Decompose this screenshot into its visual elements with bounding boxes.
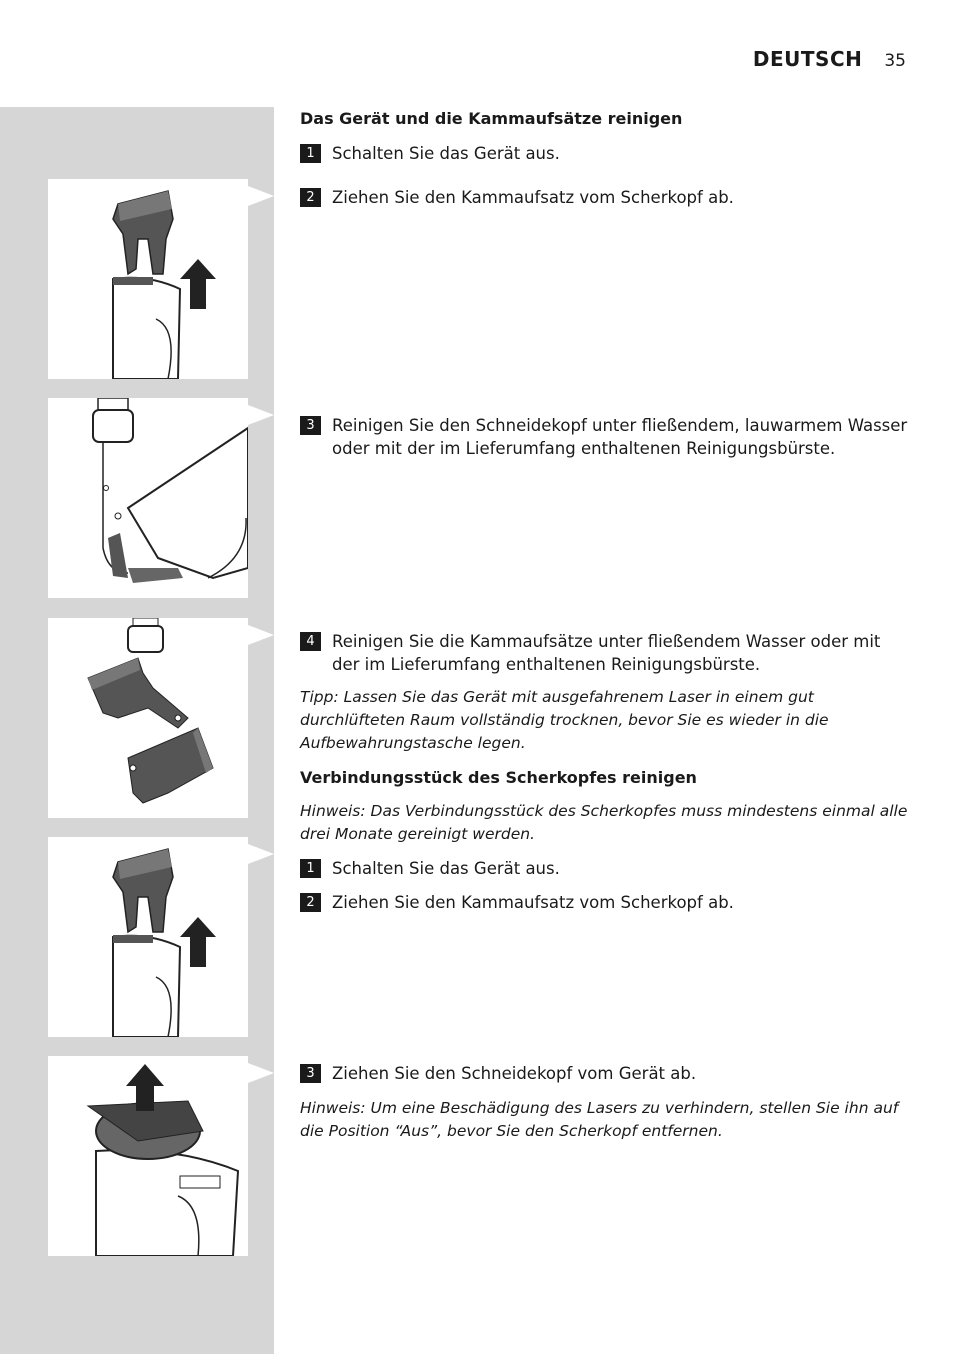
step-number: 3 <box>300 1064 321 1083</box>
step-1 <box>300 857 910 880</box>
page-number: 35 <box>884 51 906 71</box>
step-text: Reinigen Sie die Kammaufsätze unter fließendem Wasser oder mit der im Lieferumfang enthaltenen Reinigungsbürste. <box>332 632 881 674</box>
step-number: 3 <box>300 416 321 435</box>
panel-pointer <box>248 1063 274 1083</box>
step-text: Schalten Sie das Gerät aus. <box>332 144 560 163</box>
language-label: DEUTSCH <box>752 47 863 71</box>
step-number: 1 <box>300 859 321 878</box>
step-4 <box>300 630 910 676</box>
step-text: Reinigen Sie den Schneidekopf unter fließendem, lauwarmem Wasser oder mit der im Lieferumfang enthaltenen Reinigungsbürste. <box>332 416 908 458</box>
panel-pointer <box>248 625 274 645</box>
illustration-remove-comb <box>48 179 248 379</box>
step-3 <box>300 414 910 460</box>
panel-pointer <box>248 405 274 425</box>
tip-text: Tipp: Lassen Sie das Gerät mit ausgefahrenem Laser in einem gut durchlüfteten Raum vollständig trocknen, bevor Sie es wieder in die Aufbewahrungstasche legen. <box>300 688 829 752</box>
step-number: 1 <box>300 144 321 163</box>
illustration-clean-combs <box>48 618 248 818</box>
page-header <box>753 47 906 71</box>
step-number: 4 <box>300 632 321 651</box>
step-text: Schalten Sie das Gerät aus. <box>332 859 560 878</box>
section-heading: Verbindungsstück des Scherkopfes reinigen <box>300 768 697 787</box>
step-text: Ziehen Sie den Kammaufsatz vom Scherkopf ab. <box>332 188 734 207</box>
step-number: 2 <box>300 188 321 207</box>
note-text: Hinweis: Um eine Beschädigung des Lasers zu verhindern, stellen Sie ihn auf die Position “Aus”, bevor Sie den Scherkopf entfernen. <box>300 1099 899 1140</box>
step-text: Ziehen Sie den Kammaufsatz vom Scherkopf ab. <box>332 893 734 912</box>
illustration-remove-head <box>48 1056 248 1256</box>
step-1 <box>300 142 910 165</box>
illustration-remove-comb-2 <box>48 837 248 1037</box>
panel-pointer <box>248 844 274 864</box>
step-2 <box>300 891 910 914</box>
section-heading: Das Gerät und die Kammaufsätze reinigen <box>300 109 683 128</box>
step-number: 2 <box>300 893 321 912</box>
note-text: Hinweis: Das Verbindungsstück des Scherkopfes muss mindestens einmal alle drei Monate gereinigt werden. <box>300 802 908 843</box>
panel-pointer <box>248 186 274 206</box>
step-text: Ziehen Sie den Schneidekopf vom Gerät ab. <box>332 1064 697 1083</box>
step-2 <box>300 186 910 209</box>
step-3 <box>300 1062 910 1085</box>
illustration-clean-head <box>48 398 248 598</box>
